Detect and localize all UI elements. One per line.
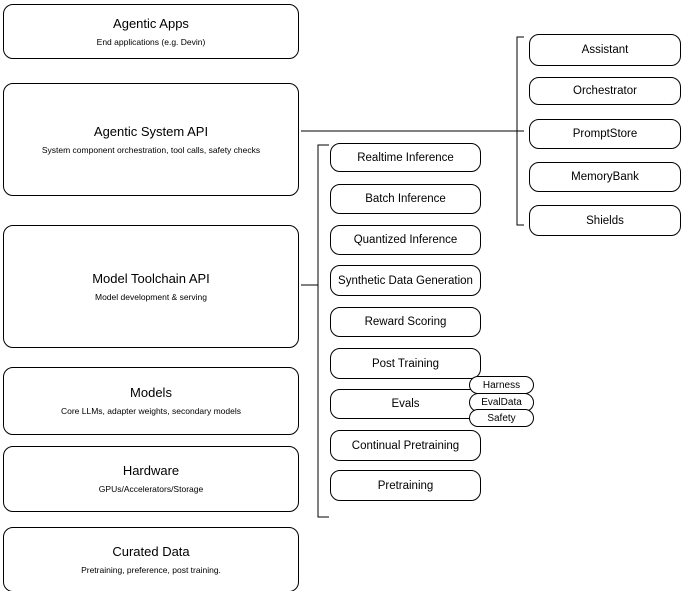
component-synthetic-data-generation[interactable] (330, 265, 481, 296)
component-label: Reward Scoring (364, 316, 447, 328)
component-memorybank[interactable] (529, 162, 681, 192)
layer-subtitle: GPUs/Accelerators/Storage (98, 484, 204, 494)
component-harness[interactable] (469, 376, 534, 394)
layer-agentic-system-api[interactable] (3, 83, 299, 196)
component-label: Pretraining (377, 479, 434, 492)
component-realtime-inference[interactable] (330, 143, 481, 172)
component-promptstore[interactable] (529, 119, 681, 149)
layer-title: Model Toolchain API (92, 270, 210, 286)
layer-subtitle: Pretraining, preference, post training. (81, 564, 221, 575)
component-label: Orchestrator (573, 85, 637, 97)
layer-title: Curated Data (112, 543, 190, 559)
component-label: Synthetic Data Generation (338, 274, 473, 287)
component-label: Harness (482, 379, 521, 391)
component-label: MemoryBank (571, 171, 639, 183)
layer-title: Hardware (122, 463, 180, 478)
component-reward-scoring[interactable] (330, 307, 481, 337)
layer-hardware[interactable] (3, 446, 299, 512)
layer-curated-data[interactable] (3, 527, 299, 591)
component-safety[interactable] (469, 409, 534, 427)
component-label: Realtime Inference (357, 151, 454, 164)
component-evals[interactable] (330, 389, 481, 419)
layer-subtitle: System component orchestration, tool calls, safety checks (41, 144, 261, 155)
component-label: EvalData (481, 397, 522, 408)
component-label: Safety (487, 412, 516, 424)
component-assistant[interactable] (529, 34, 681, 66)
component-pretraining[interactable] (330, 470, 481, 501)
component-quantized-inference[interactable] (330, 225, 481, 255)
component-label: PromptStore (572, 128, 638, 140)
component-batch-inference[interactable] (330, 184, 481, 214)
component-orchestrator[interactable] (529, 77, 681, 105)
layer-title: Agentic System API (93, 123, 209, 139)
layer-subtitle: Model development & serving (95, 291, 207, 302)
component-continual-pretraining[interactable] (330, 430, 481, 461)
layer-title: Models (130, 385, 172, 400)
component-label: Batch Inference (365, 193, 446, 205)
component-label: Quantized Inference (353, 234, 458, 246)
layer-subtitle: Core LLMs, adapter weights, secondary models (60, 406, 241, 416)
component-shields[interactable] (529, 205, 681, 236)
component-label: Continual Pretraining (351, 439, 460, 452)
component-label: Shields (586, 214, 624, 227)
component-post-training[interactable] (330, 348, 481, 379)
component-label: Evals (391, 398, 420, 410)
layer-title: Agentic Apps (113, 15, 189, 31)
layer-subtitle: End applications (e.g. Devin) (96, 36, 206, 47)
component-label: Post Training (371, 357, 440, 370)
component-label: Assistant (581, 44, 629, 56)
layer-models[interactable] (3, 367, 299, 435)
layer-model-toolchain-api[interactable] (3, 225, 299, 348)
layer-agentic-apps[interactable] (3, 4, 299, 59)
